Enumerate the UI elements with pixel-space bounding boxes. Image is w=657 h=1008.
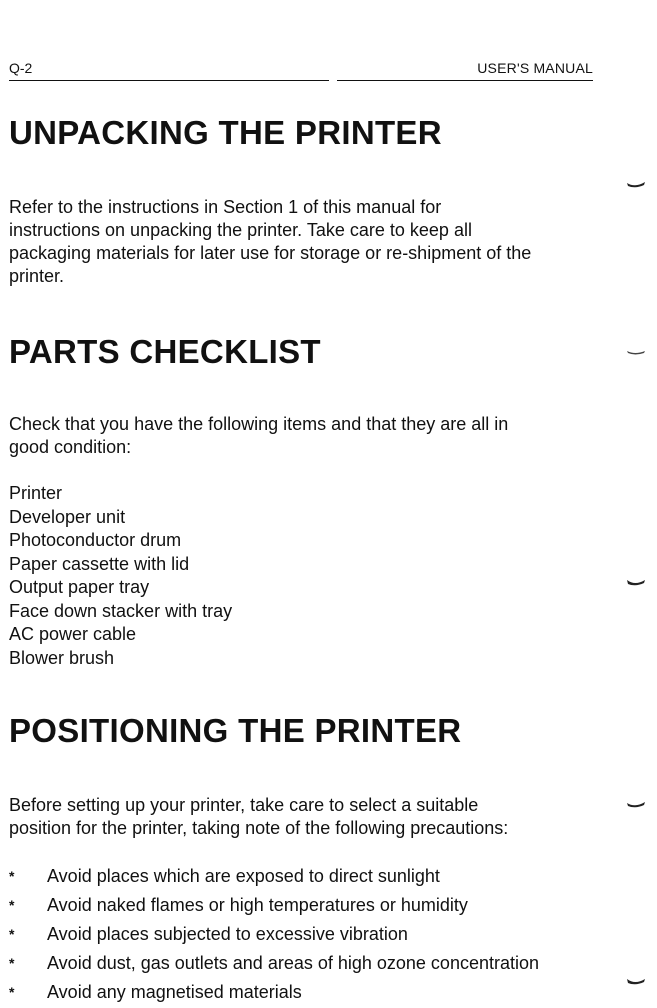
precaution-text: Avoid places subjected to excessive vibration — [47, 924, 408, 944]
parts-paragraph — [9, 413, 609, 459]
bullet-star-icon: * — [9, 955, 15, 971]
bullet-star-icon: * — [9, 984, 15, 1000]
list-item: AC power cable — [9, 624, 137, 644]
positioning-line: position for the printer, taking note of the following precautions: — [9, 818, 509, 838]
header-rule-gap — [329, 78, 337, 82]
scan-mark-icon — [625, 180, 647, 188]
list-item: Output paper tray — [9, 577, 150, 597]
list-item: Printer — [9, 483, 63, 503]
scan-mark-icon — [625, 977, 647, 985]
precaution-text: Avoid any magnetised materials — [47, 982, 302, 1002]
scan-mark-icon — [625, 578, 647, 586]
parts-line: good condition: — [9, 437, 132, 457]
list-item — [9, 978, 609, 1007]
list-item — [9, 891, 609, 920]
unpacking-line: Refer to the instructions in Section 1 of this manual for — [9, 197, 442, 217]
manual-title: USER'S MANUAL — [477, 60, 593, 76]
scan-mark-icon — [625, 348, 647, 356]
unpacking-line: printer. — [9, 266, 65, 286]
list-item: Face down stacker with tray — [9, 600, 233, 621]
list-item — [9, 862, 609, 891]
unpacking-line: instructions on unpacking the printer. Take care to keep all — [9, 220, 472, 240]
page-number: Q-2 — [9, 60, 33, 76]
heading-unpacking: UNPACKING THE PRINTER — [9, 114, 442, 151]
list-item: Developer unit — [9, 506, 126, 527]
list-item — [9, 949, 609, 978]
list-item: Photoconductor drum — [9, 530, 182, 550]
list-item: Blower brush — [9, 647, 115, 668]
bullet-star-icon: * — [9, 926, 15, 942]
heading-positioning: POSITIONING THE PRINTER — [9, 712, 462, 749]
list-item: Paper cassette with lid — [9, 553, 190, 574]
precaution-text: Avoid naked flames or high temperatures or humidity — [47, 895, 468, 915]
heading-parts-checklist: PARTS CHECKLIST — [9, 333, 321, 370]
list-item — [9, 920, 609, 949]
positioning-paragraph — [9, 794, 609, 840]
precaution-text: Avoid places which are exposed to direct sunlight — [47, 866, 440, 886]
bullet-star-icon: * — [9, 868, 15, 884]
page-header — [9, 60, 593, 81]
unpacking-paragraph — [9, 196, 609, 288]
bullet-star-icon: * — [9, 897, 15, 913]
parts-line: Check that you have the following items and that they are all in — [9, 414, 509, 434]
positioning-line: Before setting up your printer, take care to select a suitable — [9, 795, 479, 815]
parts-list — [9, 482, 232, 670]
precaution-text: Avoid dust, gas outlets and areas of high ozone concentration — [47, 953, 540, 973]
unpacking-line: packaging materials for later use for storage or re-shipment of the — [9, 243, 532, 263]
scan-mark-icon — [625, 800, 647, 808]
precautions-list — [9, 862, 609, 1007]
